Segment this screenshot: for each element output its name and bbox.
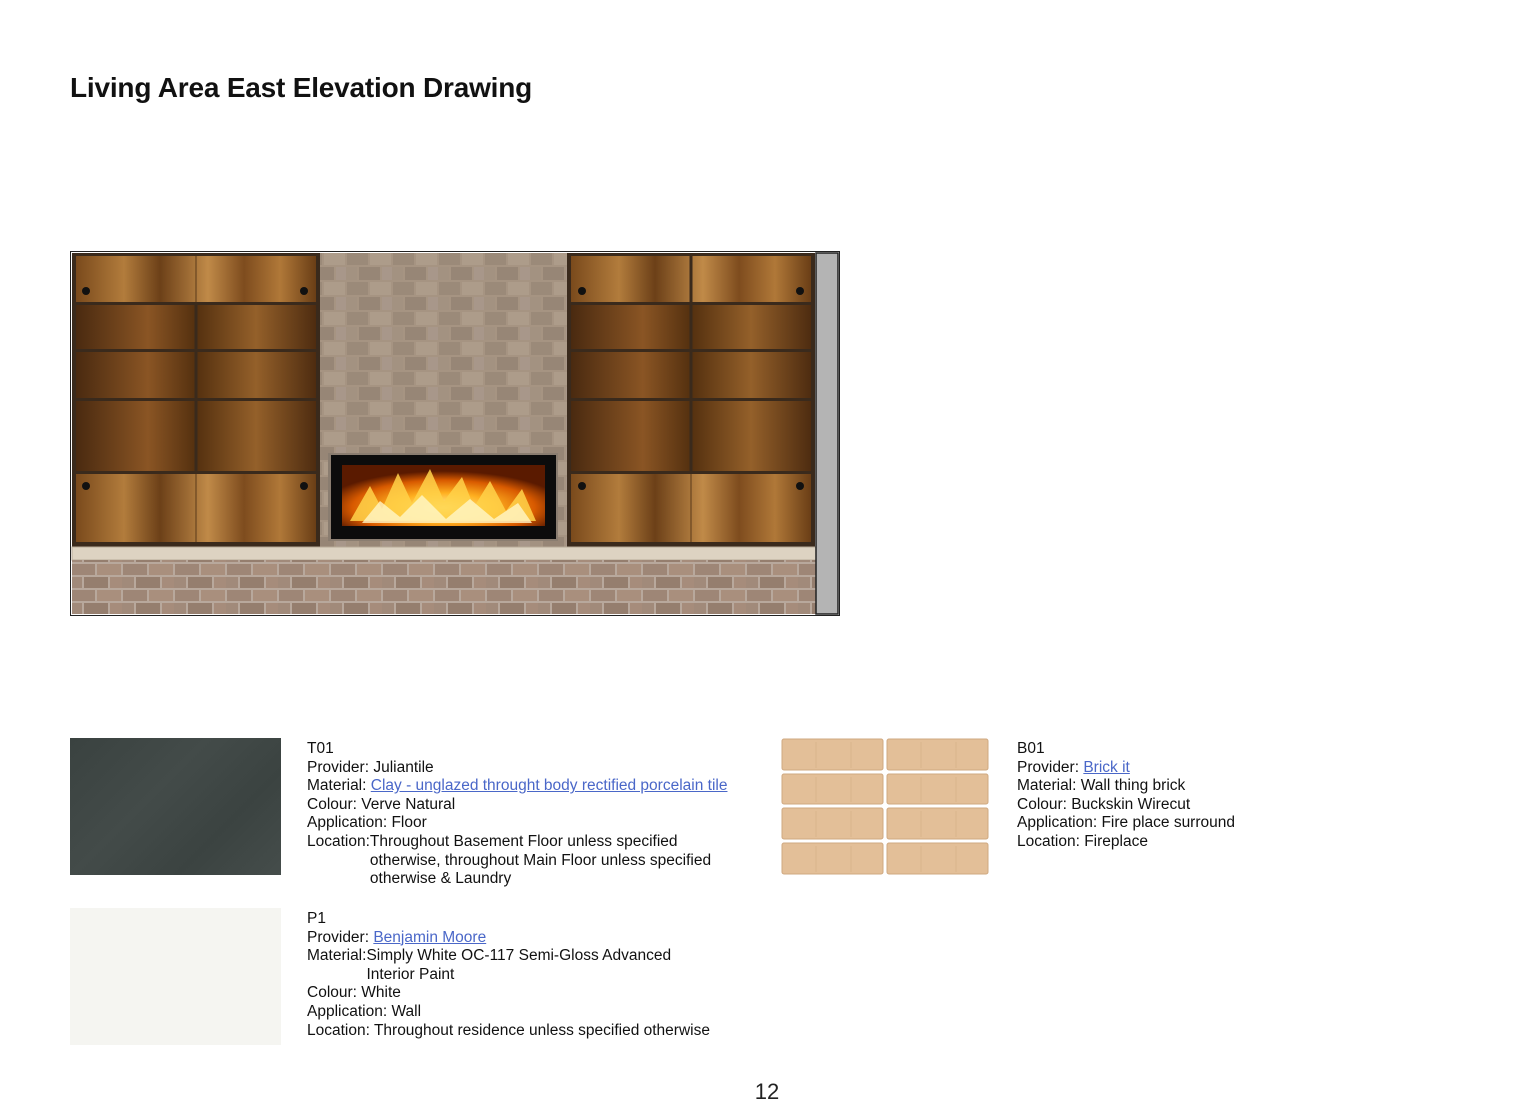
t01-material-link[interactable]: Clay - unglazed throught body rectified porcelain tile	[370, 777, 728, 795]
location-label: Location:	[1017, 832, 1085, 850]
colour-label: Colour:	[307, 984, 362, 1002]
material-label: Material:	[307, 777, 371, 795]
t01-colour: Verve Natural	[361, 795, 456, 813]
application-label: Application:	[307, 814, 392, 832]
b01-code: B01	[1017, 740, 1045, 757]
p1-paint-swatch	[70, 908, 281, 1045]
application-label: Application:	[307, 1002, 392, 1020]
p1-material: Simply White OC-117 Semi-Gloss Advanced Interior Paint	[366, 947, 672, 983]
p1-code: P1	[307, 910, 326, 927]
location-label: Location:	[307, 1021, 374, 1039]
t01-spec	[307, 740, 767, 889]
b01-brick-swatch	[781, 738, 990, 875]
b01-provider-link[interactable]: Brick it	[1083, 758, 1130, 776]
provider-label: Provider:	[307, 928, 374, 946]
colour-label: Colour:	[1017, 795, 1072, 813]
t01-code: T01	[307, 740, 334, 757]
material-label: Material:	[1017, 777, 1081, 795]
b01-material: Wall thing brick	[1080, 777, 1186, 795]
location-label: Location:	[307, 832, 370, 850]
p1-provider-link[interactable]: Benjamin Moore	[373, 928, 487, 946]
b01-colour: Buckskin Wirecut	[1071, 795, 1191, 813]
p1-colour: White	[361, 984, 401, 1002]
p1-spec	[307, 910, 767, 1040]
elevation-drawing-image	[70, 251, 840, 616]
t01-tile-swatch	[70, 738, 281, 875]
page-number: 12	[754, 1079, 780, 1104]
t01-application: Floor	[391, 814, 427, 832]
t01-location: Throughout Basement Floor unless specified otherwise, throughout Main Floor unless specified otherwise & Laundry	[369, 832, 712, 888]
application-label: Application:	[1017, 814, 1102, 832]
material-label: Material:	[307, 947, 367, 965]
b01-application: Fire place surround	[1101, 814, 1235, 832]
p1-location: Throughout residence unless specified otherwise	[373, 1021, 710, 1039]
b01-location: Fireplace	[1084, 832, 1148, 850]
t01-provider: Juliantile	[373, 758, 434, 776]
colour-label: Colour:	[307, 795, 362, 813]
provider-label: Provider:	[307, 758, 374, 776]
provider-label: Provider:	[1017, 758, 1084, 776]
p1-application: Wall	[391, 1002, 422, 1020]
b01-spec	[1017, 740, 1317, 852]
page-title: Living Area East Elevation Drawing	[70, 72, 533, 103]
